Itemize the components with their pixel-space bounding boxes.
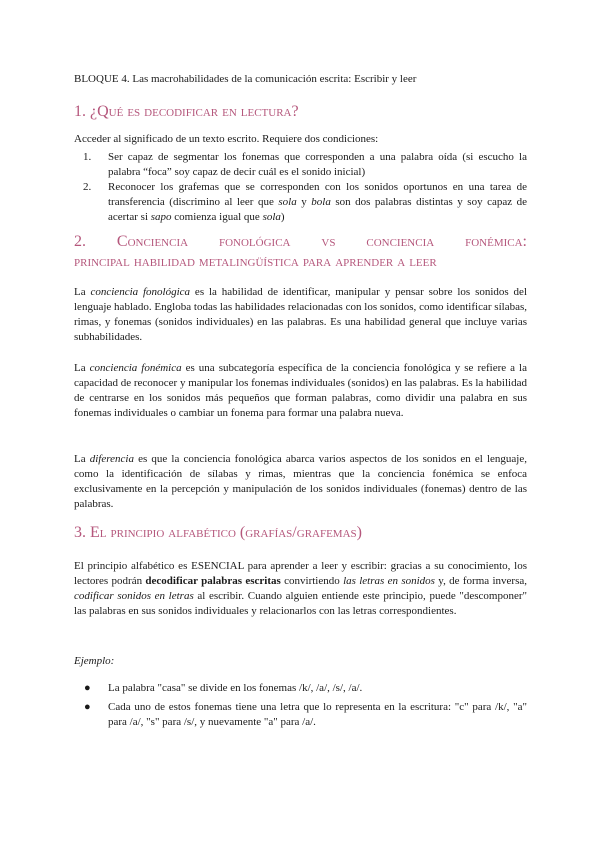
running-header: BLOQUE 4. Las macrohabilidades de la comunicación escrita: Escribir y leer [74, 73, 417, 85]
list-number: 1. [83, 151, 92, 163]
list-item [74, 150, 527, 180]
section-1-heading: 1. ¿Qué es decodificar en lectura? [74, 103, 299, 120]
list-item-text: Ser capaz de segmentar los fonemas que corresponden a una palabra oída (si escucho la palabra “foca” soy capaz de decir cuál es el sonido inicial) [108, 151, 527, 178]
paragraph-conciencia-fonemica: La conciencia fonémica es una subcategoría específica de la conciencia fonológica y se refiere a la capacidad de reconocer y manipular los fonemas individuales (sonidos) en las palabras. Es la habilidad de centrarse en los sonidos más pequeños que forman palabras, como dividir una palabra en sus fonemas individuales o cambiar un fonema para formar una palabra nueva. [74, 362, 527, 419]
list-item-text: Reconocer los grafemas que se corresponden con los sonidos oportunos en una tarea de transferencia (discrimino al leer que sola y bola son dos palabras distintas y soy capaz de acertar si sapo comienza igual que sola) [108, 181, 528, 223]
list-item [74, 180, 527, 225]
section-2-heading: 2. Conciencia fonológica vs conciencia fonémica: principal habilidad metalingüística para aprender a leer [74, 233, 527, 270]
list-item-text: La palabra "casa" se divide en los fonemas /k/, /a/, /s/, /a/. [108, 682, 363, 694]
list-item [74, 700, 527, 730]
paragraph-conciencia-fonologica: La conciencia fonológica es la habilidad de identificar, manipular y pensar sobre los sonidos del lenguaje hablado. Engloba todas las habilidades relacionadas con los sonidos, como identificar sílabas, rimas, y fonemas (sonidos individuales) en las palabras. Es una habilidad general que incluye varias subhabilidades. [74, 286, 527, 343]
section-3-heading: 3. El principio alfabético (grafías/grafemas) [74, 524, 362, 541]
bullet-icon: ● [84, 682, 91, 694]
conditions-list [74, 150, 527, 225]
list-item [74, 681, 527, 696]
section-1-intro: Acceder al significado de un texto escrito. Requiere dos condiciones: [74, 133, 379, 145]
paragraph-principio-alfabetico: El principio alfabético es ESENCIAL para aprender a leer y escribir: gracias a su conocimiento, los lectores podrán decodificar palabras escritas convirtiendo las letras en sonidos y, de forma inversa, codificar sonidos en letras al escribir. Cuando alguien entiende este principio, puede "descomponer" las palabras en sus sonidos individuales y relacionarlos con las letras correspondientes. [74, 560, 527, 617]
example-bullet-list [74, 681, 527, 730]
paragraph-diferencia: La diferencia es que la conciencia fonológica abarca varios aspectos de los sonidos en el lenguaje, como la identificación de sílabas y rimas, mientras que la conciencia fonémica se enfoca exclusivamente en la percepción y manipulación de los sonidos individuales (fonemas) dentro de las palabras. [74, 453, 527, 510]
example-label: Ejemplo: [74, 655, 115, 667]
bullet-icon: ● [84, 701, 91, 713]
list-item-text: Cada uno de estos fonemas tiene una letra que lo representa en la escritura: "c" para /k/, "a" para /a/, "s" para /s/, y nuevamente "a" para /a/. [108, 701, 527, 728]
list-number: 2. [83, 181, 92, 193]
